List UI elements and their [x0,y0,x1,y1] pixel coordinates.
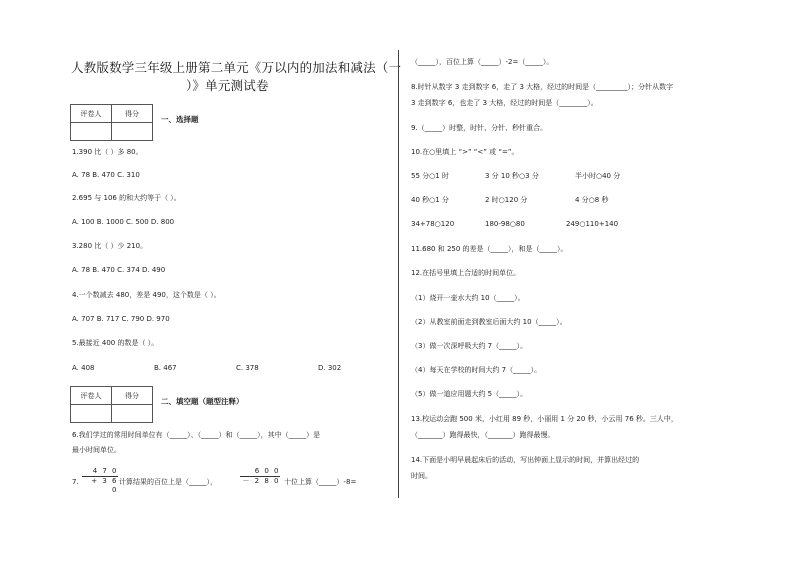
question-5-option-c: C. 378 [236,364,259,372]
grader-header: 评卷人 [71,105,112,123]
score-cell[interactable] [112,405,153,423]
question-11: 11.680 和 250 的差是（_____），和是（_____）。 [411,245,568,253]
compare-item: 3 分 10 秒○3 分 [485,172,539,180]
question-5-option-a: A. 408 [72,364,95,372]
question-7-end: 十位上算（_____）-8= [284,478,357,486]
question-14-line2: 时间。 [411,472,432,480]
question-12-5: （5）做一道应用题大约 5（_____）。 [411,390,528,398]
question-1: 1.390 比（ ）多 80。 [72,148,143,156]
compare-item: 4 分○8 秒 [575,196,609,204]
subtraction-bottom: － 2 8 0 [240,476,280,486]
exam-title-line1: 人教版数学三年级上册第二单元《万以内的加法和减法（一 [71,60,402,75]
question-1-options: A. 78 B. 470 C. 310 [72,171,140,179]
section-title-fill: 二、填空题（题型注释） [161,397,244,406]
section-title-choice: 一、选择题 [161,115,199,124]
question-14-line1: 14.下面是小明早晨起床后的活动，写出钟面上显示的时间，并算出经过的 [411,456,640,464]
compare-item: 34+78○120 [411,220,455,228]
compare-item: 2 时○120 分 [485,196,528,204]
question-12-1: （1）烧开一壶水大约 10（_____）。 [411,294,525,302]
question-12: 12.在括号里填上合适的时间单位。 [411,269,521,277]
vertical-subtraction [240,467,280,486]
compare-item: 55 分○1 时 [411,172,449,180]
question-7-number: 7. [72,478,79,486]
addition-top: 4 7 0 [92,467,118,475]
score-header: 得分 [112,387,153,405]
question-5: 5.最接近 400 的数是（ ）。 [72,339,159,347]
question-2-options: A. 100 B. 1000 C. 500 D. 800 [72,218,175,226]
question-10: 10.在○里填上 “>” “<” 或 “=”。 [411,148,519,156]
question-13-line1: 13.校运动会跑 500 米，小红用 89 秒，小丽用 1 分 20 秒，小云用 76 秒。三人中， [411,415,678,423]
question-3: 3.280 比（ ）少 210。 [72,242,148,250]
question-12-4: （4）每天在学校的时间大约 7（_____）。 [411,366,542,374]
compare-item: 半小时○40 分 [575,172,621,180]
score-table-2 [70,386,153,423]
question-5-option-b: B. 467 [154,364,177,372]
grader-header: 评卷人 [71,387,112,405]
score-table-1 [70,104,153,141]
grader-cell[interactable] [71,405,112,423]
question-6-line1: 6.我们学过的常用时间单位有（_____）、（_____）和（_____），其中（_____）是 [72,431,321,439]
vertical-addition [82,467,118,495]
question-8-line1: 8.时针从数字 3 走到数字 6，走了 3 大格，经过的时间是（_________）；分针从数字 [411,83,674,91]
question-7-middle: 计算结果的百位上是（_____）， [119,478,217,486]
question-8-line2: 3 走到数字 6，也走了 3 大格，经过的时间是（________）。 [411,99,598,107]
score-cell[interactable] [112,123,153,141]
compare-item: 249○110+140 [566,220,619,228]
question-13-line2: （_______）跑得最快，（_______）跑得最慢。 [411,431,555,439]
subtraction-top: 6 0 0 [254,467,280,475]
grader-cell[interactable] [71,123,112,141]
question-12-3: （3）做一次深呼吸大约 7（_____）。 [411,342,528,350]
score-header: 得分 [112,105,153,123]
question-7-continued: （_____），百位上算（_____）-2=（_____）。 [411,58,554,66]
column-divider [398,50,399,498]
question-9: 9.（_____）时整，时针、分针、秒针重合。 [411,124,548,132]
question-5-option-d: D. 302 [318,364,342,372]
question-3-options: A. 78 B. 470 C. 374 D. 490 [72,266,166,274]
question-2: 2.695 与 106 的和大约等于（ ）。 [72,194,181,202]
question-12-2: （2）从教室前面走到教室后面大约 10（_____）。 [411,318,567,326]
question-4: 4.一个数减去 480，差是 490，这个数是（ ）。 [72,291,221,299]
addition-bottom: + 3 6 0 [82,476,118,495]
question-4-options: A. 707 B. 717 C. 790 D. 970 [72,315,170,323]
question-6-line2: 最小时间单位。 [72,446,121,454]
compare-item: 40 秒○1 分 [411,196,449,204]
compare-item: 180-98○80 [485,220,525,228]
exam-title-line2: ）》单元测试卷 [186,78,269,93]
